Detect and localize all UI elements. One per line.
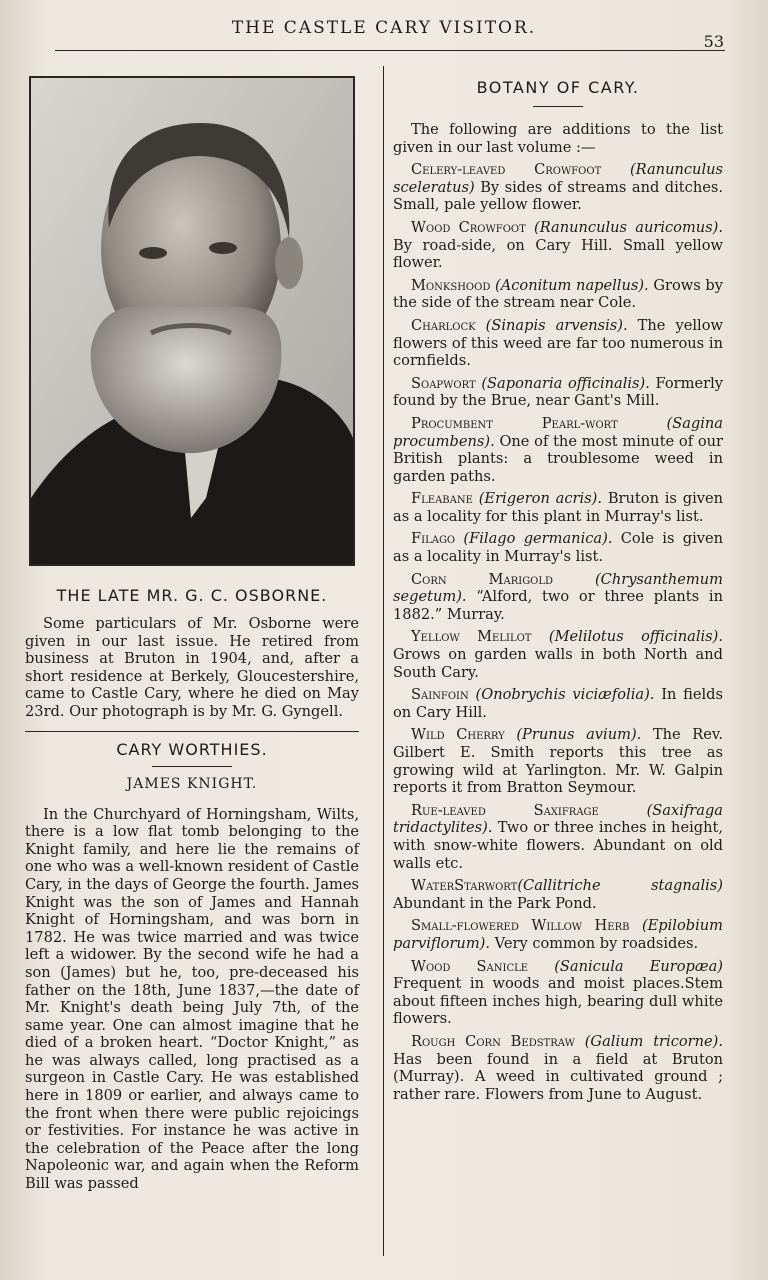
list-item: Wild Cherry (Prunus avium). The Rev. Gilbert E. Smith reports this tree as growing wild at Yarlington. Mr. W. Galpin reports it from Bratton Seymour. <box>393 726 723 797</box>
list-item: Yellow Melilot (Melilotus officinalis). Grows on garden walls in both North and South Cary. <box>393 628 723 681</box>
list-item: Sainfoin (Onobrychis viciæfolia). In fields on Cary Hill. <box>393 686 723 721</box>
list-item: Charlock (Sinapis arvensis). The yellow flowers of this weed are far too numerous in cornfields. <box>393 316 723 370</box>
list-item: Wood Crowfoot (Ranunculus auricomus). By road-side, on Cary Hill. Small yellow flower. <box>393 218 724 272</box>
botany-title: BOTANY OF CARY. <box>476 78 640 97</box>
column-divider <box>383 66 384 1256</box>
portrait-photograph <box>29 76 355 566</box>
botany-rule <box>533 106 583 107</box>
caption-text: Some particulars of Mr. Osborne were given in our last issue. He retired from business at Bruton in 1904, and, after a short residence at Berkely, Gloucestershire, came to Castle Cary, where he died on May 23rd. Our photograph is by Mr. G. Gyngell. <box>25 615 359 720</box>
portrait-icon <box>31 78 353 564</box>
subheading: JAMES KNIGHT. <box>126 775 258 792</box>
list-item: Soapwort (Saponaria officinalis). Formerly found by the Brue, near Gant's Mill. <box>393 374 724 410</box>
section-rule <box>25 731 359 732</box>
list-item: Corn Marigold (Chrysanthemum segetum). “Alford, two or three plants in 1882.” Murray. <box>393 570 723 623</box>
list-item: Procumbent Pearl-wort (Sagina procumbens). One of the most minute of our British plants: a troublesome weed in garden paths. <box>393 414 724 485</box>
list-item: Rough Corn Bedstraw (Galium tricorne). Has been found in a field at Bruton (Murray). A weed in cultivated ground ; rather rare. Flowers from June to August. <box>393 1032 724 1103</box>
list-item: Filago (Filago germanica). Cole is given as a locality in Murray's list. <box>393 530 724 566</box>
section-title: CARY WORTHIES. <box>116 739 268 759</box>
list-item: Fleabane (Erigeron acris). Bruton is given as a locality for this plant in Murray's list. <box>393 490 724 525</box>
header-rule <box>55 50 725 51</box>
article-body: In the Churchyard of Horningsham, Wilts, there is a low flat tomb belonging to the Knight family, and here lie the remains of one who was a well-known resident of Castle Cary, in the days of George the fourth. James Knight was the son of James and Hannah Knight of Horningsham, and was born in 1782. He was twice married and was twice left a widower. By the second wife he had a son (James) but he, too, pre-deceased his father on the 18th, June 1837,—the date of Mr. Knight's death being July 7th, of the same year. One can almost imagine that he died of a broken heart. “Doctor Knight,” as he was always called, long practised as a surgeon in Castle Cary. He was established here in 1809 or earlier, and always came to the front when there were public rejoicings or festivities. For instance he was active in the celebration of the Peace after the long Napoleonic war, and again when the Reform Bill was passed <box>25 805 359 1193</box>
list-item: Wood Sanicle (Sanicula Europæa) Frequent in woods and moist places.Stem about fifteen inches high, bearing dull white flowers. <box>393 957 723 1028</box>
caption-title: THE LATE MR. G. C. OSBORNE. <box>56 586 328 605</box>
left-column <box>25 76 359 1193</box>
running-head: THE CASTLE CARY VISITOR. <box>231 18 537 38</box>
page-number: 53 <box>703 32 724 51</box>
list-item: WaterStarwort(Callitriche stagnalis) Abundant in the Park Pond. <box>393 877 723 912</box>
list-item: Rue-leaved Saxifrage (Saxifraga tridactylites). Two or three inches in height, with snow-white flowers. Abundant on old walls etc. <box>393 801 723 872</box>
short-rule <box>152 766 232 767</box>
list-item: Monkshood (Aconitum napellus). Grows by the side of the stream near Cole. <box>393 276 723 312</box>
right-column <box>393 78 723 1103</box>
botany-list <box>393 161 723 1103</box>
list-item: Small-flowered Willow Herb (Epilobium parviflorum). Very common by roadsides. <box>393 917 723 952</box>
list-item: Celery-leaved Crowfoot (Ranunculus sceleratus) By sides of streams and ditches. Small, pale yellow flower. <box>393 161 723 214</box>
botany-intro: The following are additions to the list given in our last volume :— <box>393 121 723 156</box>
